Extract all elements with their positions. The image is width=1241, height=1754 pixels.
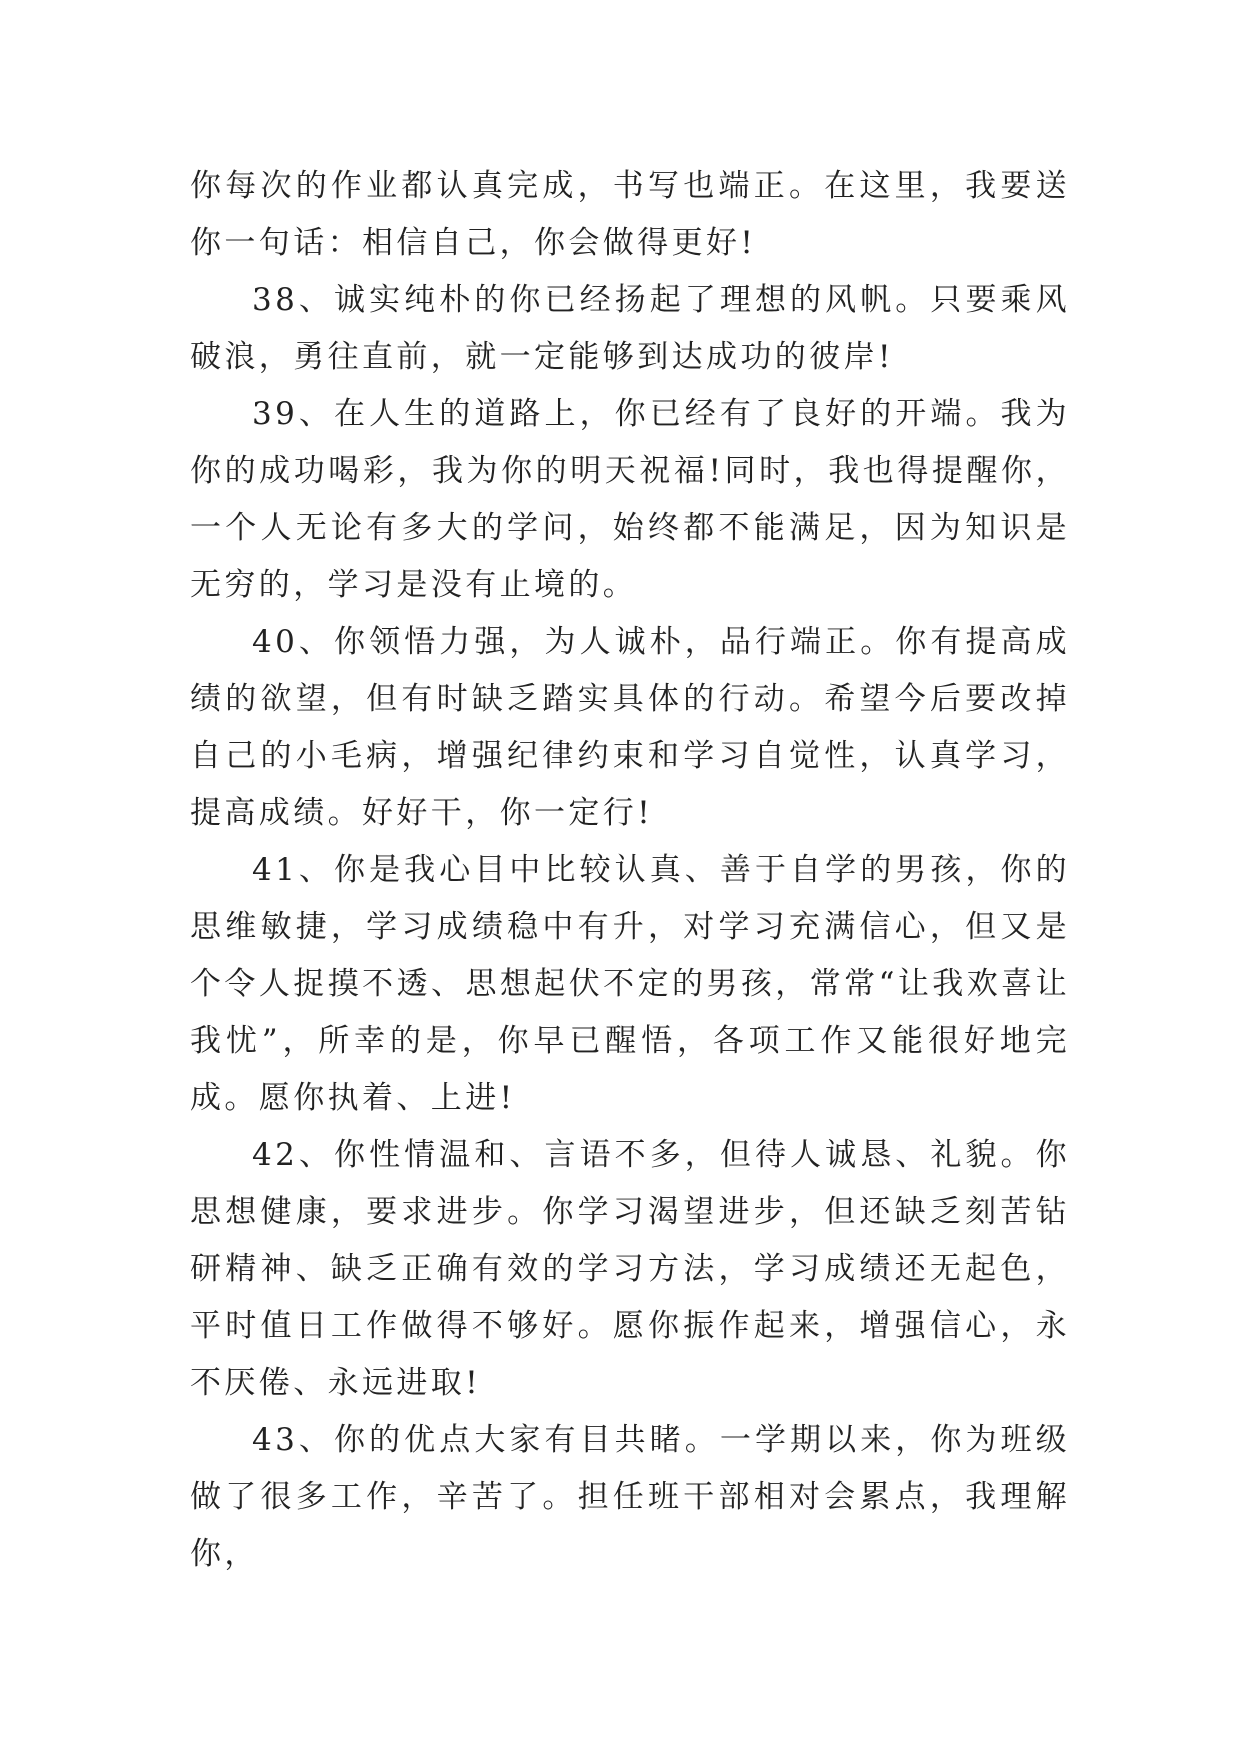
paragraph-38: 38、诚实纯朴的你已经扬起了理想的风帆。只要乘风破浪，勇往直前，就一定能够到达成功的彼岸! <box>190 282 1070 375</box>
paragraph-41: 41、你是我心目中比较认真、善于自学的男孩，你的思维敏捷，学习成绩稳中有升，对学习充满信心，但又是个令人捉摸不透、思想起伏不定的男孩，常常“让我欢喜让我忧”，所幸的是，你早已醒悟，各项工作又能很好地完成。愿你执着、上进! <box>190 852 1070 1116</box>
paragraph-continuation: 你每次的作业都认真完成，书写也端正。在这里，我要送你一句话：相信自己，你会做得更好! <box>190 168 1070 261</box>
paragraph-39: 39、在人生的道路上，你已经有了良好的开端。我为你的成功喝彩，我为你的明天祝福!同时，我也得提醒你，一个人无论有多大的学问，始终都不能满足，因为知识是无穷的，学习是没有止境的。 <box>190 396 1070 603</box>
paragraph-40: 40、你领悟力强，为人诚朴，品行端正。你有提高成绩的欲望，但有时缺乏踏实具体的行动。希望今后要改掉自己的小毛病，增强纪律约束和学习自觉性，认真学习，提高成绩。好好干，你一定行! <box>190 624 1070 831</box>
paragraph-43: 43、你的优点大家有目共睹。一学期以来，你为班级做了很多工作，辛苦了。担任班干部相对会累点，我理解你， <box>190 1422 1070 1572</box>
paragraph-42: 42、你性情温和、言语不多，但待人诚恳、礼貌。你思想健康，要求进步。你学习渴望进步，但还缺乏刻苦钻研精神、缺乏正确有效的学习方法，学习成绩还无起色，平时值日工作做得不够好。愿你振作起来，增强信心，永不厌倦、永远进取! <box>190 1137 1070 1401</box>
document-body <box>190 158 1070 1583</box>
